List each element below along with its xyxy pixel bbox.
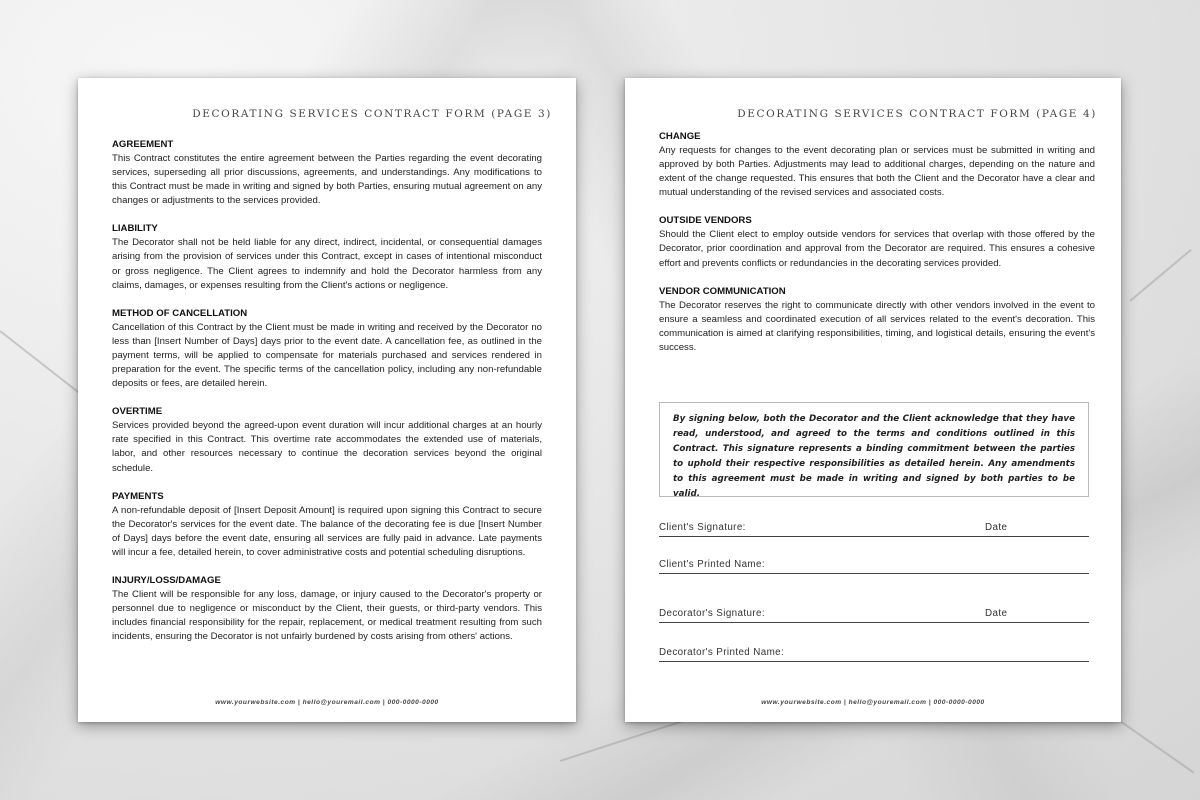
client-signature-line[interactable] <box>659 519 1089 537</box>
section-heading: INJURY/LOSS/DAMAGE <box>112 574 221 586</box>
section-heading: PAYMENTS <box>112 490 164 502</box>
page-title: DECORATING SERVICES CONTRACT FORM (PAGE 4) <box>737 108 1097 120</box>
page-footer-contact: www.yourwebsite.com | hello@youremail.com | 000-0000-0000 <box>215 699 439 706</box>
section-body: Any requests for changes to the event decorating plan or services must be submitted in writing and approved by both Parties. Adjustments may lead to additional charges, depending on the nature and extent of the change requested. This ensures that both the Client and the Decorator have a clear and mutual understanding of the revised services and associated costs. <box>659 145 1095 199</box>
section-overtime <box>112 405 542 475</box>
section-body: This Contract constitutes the entire agreement between the Parties regarding the event decorating services, superseding all prior discussions, agreements, and understandings. Any modifications to this Contract must be made in writing and signed by both Parties, ensuring mutual agreement on any changes or adjustments to the services provided. <box>112 153 542 207</box>
page-footer-contact: www.yourwebsite.com | hello@youremail.com | 000-0000-0000 <box>761 699 985 706</box>
section-agreement <box>112 138 542 208</box>
section-change <box>659 130 1095 200</box>
decorator-printed-name-label: Decorator's Printed Name: <box>659 647 785 658</box>
section-body: Should the Client elect to employ outside vendors for services that overlap with those offered by the Decorator, prior coordination and approval from the Decorator are required. This ensures a cohesive effort and prevents conflicts or redundancies in the decorating services provided. <box>659 229 1095 269</box>
signature-acknowledgement-box <box>659 402 1089 497</box>
client-date-label: Date <box>985 522 1008 533</box>
section-body: A non-refundable deposit of [Insert Deposit Amount] is required upon signing this Contract to secure the Decorator's services for the event date. The balance of the decorating fee is due [Insert Number of Days] days before the event date, ensuring all services are fully paid in advance. Late payments will incur a fee, detailed herein, to cover administrative costs and potential scheduling disruptions. <box>112 504 542 558</box>
section-body: Cancellation of this Contract by the Client must be made in writing and received by the Decorator no less than [Insert Number of Days] days prior to the event date. A cancellation fee, as outlined in the payment terms, will be applied to compensate for materials purchased and services rendered in preparation for the event. The specific terms of the cancellation policy, including any non-refundable deposits or fees, are detailed herein. <box>112 321 542 390</box>
client-printed-name-label: Client's Printed Name: <box>659 559 765 570</box>
decorator-date-label: Date <box>985 608 1008 619</box>
client-signature-label: Client's Signature: <box>659 522 746 533</box>
section-payments <box>112 490 542 560</box>
section-outside-vendors <box>659 214 1095 270</box>
section-heading: VENDOR COMMUNICATION <box>659 285 786 297</box>
page-content <box>659 130 1095 369</box>
page-content <box>112 138 542 658</box>
section-body: Services provided beyond the agreed-upon event duration will incur additional charges at an hourly rate specified in this Contract. This overtime rate accommodates the extended use of materials, labor, and other resources necessary to continue the decoration services beyond the original schedule. <box>112 420 542 474</box>
marble-vein <box>1119 720 1194 773</box>
section-body: The Decorator shall not be held liable for any direct, indirect, incidental, or consequential damages arising from the provision of services under this Contract, except in cases of intentional misconduct or gross negligence. The Client agrees to indemnify and hold the Decorator harmless from any claims, damages, or expenses resulting from the Client's actions or negligence. <box>112 237 542 291</box>
decorator-signature-label: Decorator's Signature: <box>659 608 765 619</box>
decorator-signature-line[interactable] <box>659 605 1089 623</box>
decorator-printed-name-line[interactable] <box>659 644 1089 662</box>
section-body: The Decorator reserves the right to communicate directly with other vendors involved in the event to ensure a seamless and coordinated execution of all services related to the event's decoration. This communication is aimed at clarifying responsibilities, timing, and logistical details, ensuring the event's success. <box>659 299 1095 353</box>
section-heading: OUTSIDE VENDORS <box>659 215 752 227</box>
section-heading: AGREEMENT <box>112 139 174 150</box>
contract-page-3 <box>78 78 576 722</box>
section-vendor-communication <box>659 285 1095 355</box>
section-liability <box>112 222 542 292</box>
client-printed-name-line[interactable] <box>659 556 1089 574</box>
section-heading: OVERTIME <box>112 406 163 418</box>
contract-page-4 <box>625 78 1121 722</box>
section-heading: LIABILITY <box>112 223 158 235</box>
section-method-of-cancellation <box>112 307 542 391</box>
page-title: DECORATING SERVICES CONTRACT FORM (PAGE 3) <box>192 108 552 120</box>
section-heading: CHANGE <box>659 131 701 142</box>
marble-vein <box>1129 249 1192 302</box>
section-injury-loss-damage <box>112 574 542 644</box>
section-heading: METHOD OF CANCELLATION <box>112 307 248 319</box>
section-body: The Client will be responsible for any loss, damage, or injury caused to the Decorator's property or personnel due to negligence or misconduct by the Client, their guests, or third-party vendors. This includes financial responsibility for the repair, replacement, or medical treatment resulting from such incidents, ensuring the Decorator is not unfairly burdened by costs arising from others' actions. <box>112 588 542 643</box>
acknowledgement-text: By signing below, both the Decorator and the Client acknowledge that they have read, understood, and agreed to the terms and conditions outlined in this Contract. This signature represents a binding commitment between the parties to uphold their respective responsibilities as detailed herein. Any amendments to this agreement must be made in writing and signed by both parties to be valid. <box>673 414 1075 499</box>
